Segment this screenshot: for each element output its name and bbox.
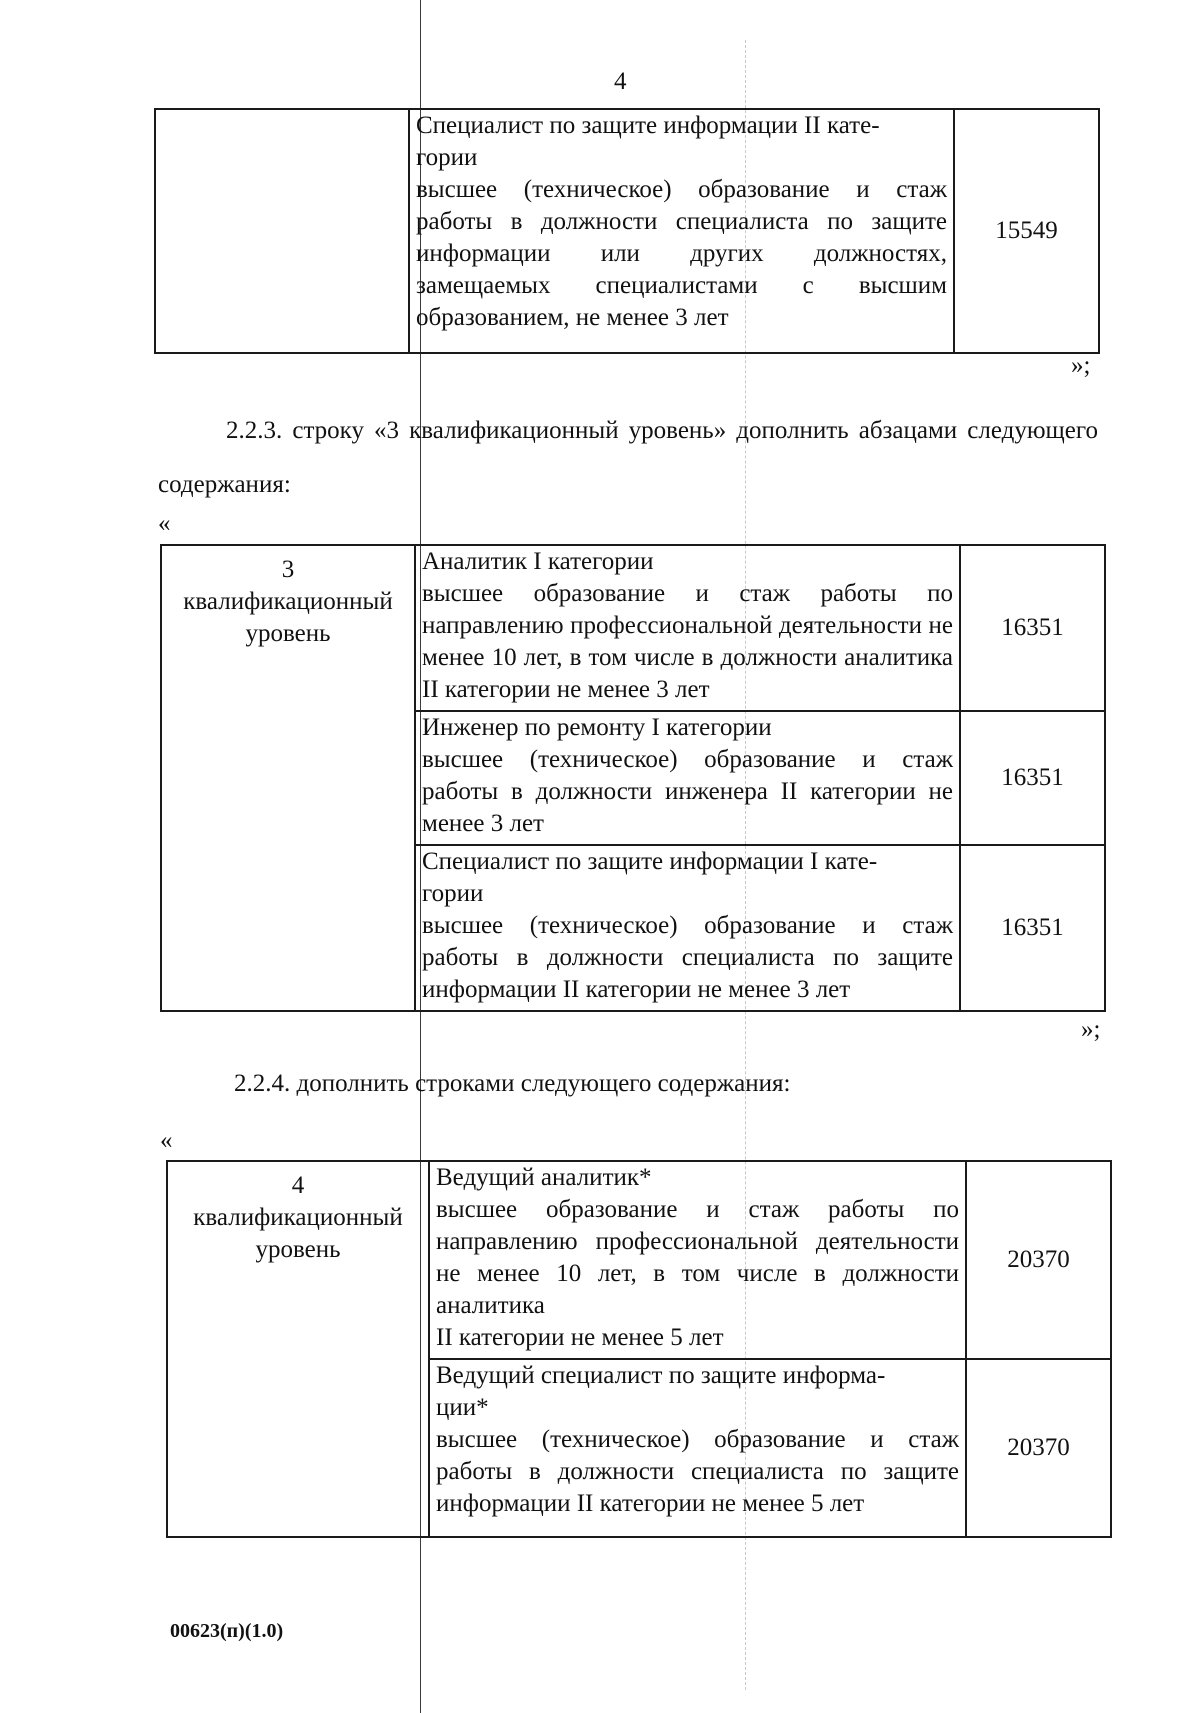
- position-requirements: высшее (техническое) образование и стаж работы в должности специалиста по защите информации II категории не менее 3 лет: [422, 912, 953, 1003]
- position-title: Инженер по ремонту I категории: [422, 714, 772, 741]
- document-code: 00623(п)(1.0): [170, 1620, 284, 1642]
- position-cell: [415, 711, 960, 845]
- opening-quote: «: [158, 510, 171, 537]
- position-requirements: высшее (техническое) образование и стаж работы в должности специалиста по защите информации II категории не менее 5 лет: [436, 1426, 959, 1517]
- page-number: 4: [614, 68, 627, 95]
- level-cell: [155, 109, 409, 353]
- position-cell: [429, 1161, 966, 1359]
- table-level-2-continuation: [154, 108, 1100, 354]
- position-requirements: высшее (техническое) образование и стаж работы в должности инженера II категории не менее 3 лет: [422, 746, 953, 837]
- salary-cell: 20370: [966, 1359, 1111, 1537]
- level-number: 4: [291, 1172, 305, 1199]
- level-cell: [161, 545, 415, 1011]
- position-title: Аналитик I категории: [422, 548, 654, 575]
- level-number: 3: [281, 556, 295, 583]
- position-requirements: высшее образование и стаж работы по направлению профессиональной деятельности не менее 10 лет, в том числе в должности аналитика II категории не менее 3 лет: [422, 580, 953, 703]
- level-suffix: уровень: [255, 1236, 341, 1263]
- opening-quote: «: [160, 1127, 173, 1154]
- table-row: [155, 109, 1099, 353]
- position-title: Специалист по защите информации II кате-: [416, 112, 880, 139]
- position-title: гории: [416, 144, 478, 171]
- salary-cell: 16351: [960, 845, 1105, 1011]
- position-title: Ведущий аналитик*: [436, 1164, 652, 1191]
- closing-quote: »;: [1081, 1016, 1101, 1043]
- table-row: [167, 1161, 1111, 1359]
- salary-cell: 16351: [960, 711, 1105, 845]
- position-title: ции*: [436, 1394, 489, 1421]
- position-requirements: высшее образование и стаж работы по направлению профессиональной деятельности не менее 10 лет, в том числе в должности аналитика: [436, 1196, 959, 1319]
- position-cell: [429, 1359, 966, 1537]
- table-row: [161, 545, 1105, 711]
- salary-cell: 20370: [966, 1161, 1111, 1359]
- position-cell: [415, 545, 960, 711]
- position-requirements: высшее (техническое) образование и стаж работы в должности специалиста по защите информации или других должностях, замещаемых специалистами с высшим образованием, не менее 3 лет: [416, 176, 947, 331]
- level-word: квалификационный: [193, 1204, 403, 1231]
- level-word: квалификационный: [183, 588, 393, 615]
- position-title: Специалист по защите информации I кате-: [422, 848, 878, 875]
- table-level-4: [166, 1160, 1112, 1538]
- position-cell: [415, 845, 960, 1011]
- position-title: гории: [422, 880, 484, 907]
- closing-quote: »;: [1071, 352, 1091, 379]
- position-title: Ведущий специалист по защите информа-: [436, 1362, 886, 1389]
- level-suffix: уровень: [245, 620, 331, 647]
- salary-cell: 16351: [960, 545, 1105, 711]
- level-cell: [167, 1161, 429, 1537]
- paragraph-2-2-4: 2.2.4. дополнить строками следующего содержания:: [234, 1070, 791, 1097]
- position-requirements-tail: II категории не менее 5 лет: [436, 1324, 724, 1351]
- salary-cell: 15549: [954, 109, 1099, 353]
- table-level-3: [160, 544, 1106, 1012]
- position-cell: [409, 109, 954, 353]
- paragraph-2-2-3: 2.2.3. строку «3 квалификационный уровень» дополнить абзацами следующего содержания:: [158, 417, 1098, 498]
